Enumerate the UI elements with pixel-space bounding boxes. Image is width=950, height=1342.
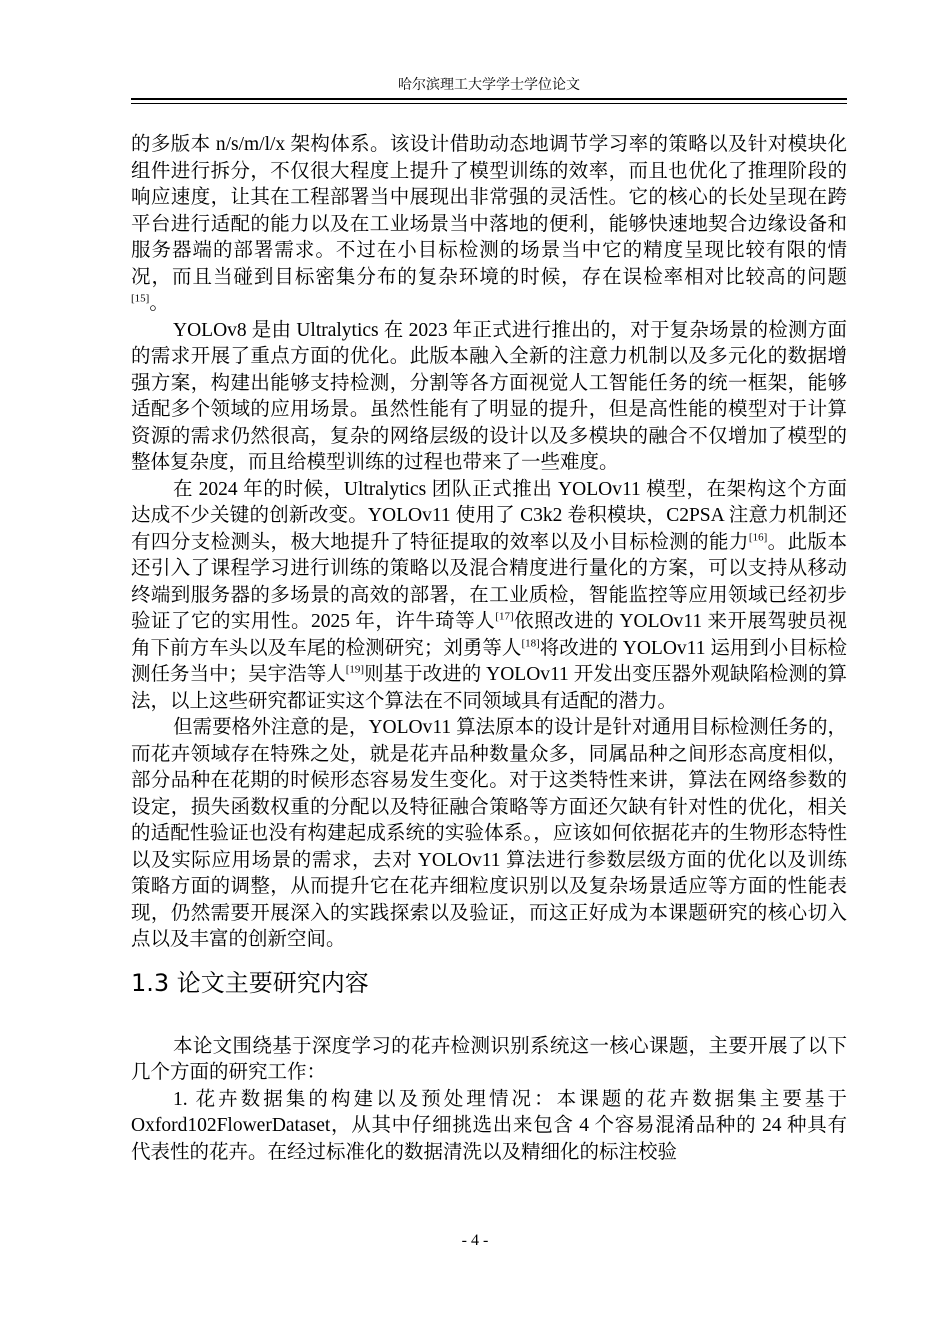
paragraph-text: 依照改进的 YOLOv11 来开展驾驶员视角下前方车头以及车尾的检测研究；刘勇等人 (131, 611, 847, 659)
paragraph-text-tail: 。 (149, 293, 169, 314)
paragraph-item-1: 1. 花卉数据集的构建以及预处理情况：本课题的花卉数据集主要基于 Oxford102FlowerDataset，从其中仔细挑选出来包含 4 个容易混淆品种的 24 种具有代表性的花卉。在经过标准化的数据清洗以及精细化的标注校验 (131, 1088, 847, 1163)
page-number: - 4 - (461, 1232, 489, 1249)
citation-ref: [17] (495, 610, 514, 623)
paragraph-text: 的多版本 n/s/m/l/x 架构体系。该设计借助动态地调节学习率的策略以及针对模块化组件进行拆分，不仅很大程度上提升了模型训练的效率，而且也优化了推理阶段的响应速度，让其在工程部署当中展现出非常强的灵活性。它的核心的长处呈现在跨平台进行适配的能力以及在工业场景当中落地的便利，能够快速地契合边缘设备和服务器端的部署需求。不过在小目标检测的场景当中它的精度呈现比较有限的情况，而且当碰到目标密集分布的复杂环境的时候，存在误检率相对比较高的问题 (131, 134, 847, 288)
paragraph-yolov8: YOLOv8 是由 Ultralytics 在 2023 年正式进行推出的，对于复杂场景的检测方面的需求开展了重点方面的优化。此版本融入全新的注意力机制以及多元化的数据增强方案，构建出能够支持检测，分割等各方面视觉人工智能任务的统一框架，能够适配多个领域的应用场景。虽然性能有了明显的提升，但是高性能的模型对于计算资源的需求仍然很高，复杂的网络层级的设计以及多模块的融合不仅增加了模型的整体复杂度，而且给模型训练的过程也带来了一些难度。 (131, 319, 847, 473)
paragraph-text: 在 2024 年的时候，Ultralytics 团队正式推出 YOLOv11 模型，在架构这个方面达成不少关键的创新改变。YOLOv11 使用了 C3k2 卷积模块，C2PSA 注意力机制还有四分支检测头，极大地提升了特征提取的效率以及小目标检测的能力 (131, 478, 847, 553)
header-rule-thick (131, 98, 847, 100)
citation-ref: [15] (131, 292, 150, 305)
citation-ref: [18] (521, 637, 540, 649)
page-body (131, 132, 847, 1166)
paragraph-intro: 本论文围绕基于深度学习的花卉检测识别系统这一核心课题，主要开展了以下几个方面的研究工作： (131, 1035, 847, 1083)
header-rule-thin (131, 103, 847, 104)
paragraph-continued (131, 132, 847, 318)
citation-ref: [19] (345, 663, 365, 676)
citation-ref: [16] (748, 531, 768, 543)
paragraph-text: 。此版本还引入了课程学习进行训练的策略以及混合精度进行量化的方案，可以支持从移动终端到服务器的多场景的高效的部署，在工业质检，智能监控等应用领域已经初步验证了它的实用性。2025 年，许牛琦等人 (131, 531, 847, 632)
running-header: 哈尔滨理工大学学士学位论文 (398, 78, 580, 93)
section-heading: 1.3 论文主要研究内容 (131, 968, 369, 997)
paragraph-limitations: 但需要格外注意的是，YOLOv11 算法原本的设计是针对通用目标检测任务的，而花卉领域存在特殊之处，就是花卉品种数量众多，同属品种之间形态高度相似，部分品种在花期的时候形态容易发生变化。对于这类特性来讲，算法在网络参数的设定，损失函数权重的分配以及特征融合策略等方面还欠缺有针对性的优化，相关的适配性验证也没有构建起成系统的实验体系。，应该如何依据花卉的生物形态特性以及实际应用场景的需求，去对 YOLOv11 算法进行参数层级方面的优化以及训练策略方面的调整，从而提升它在花卉细粒度识别以及复杂场景适应等方面的性能表现，仍然需要开展深入的实践探索以及验证，而这正好成为本课题研究的核心切入点以及丰富的创新空间。 (131, 717, 847, 950)
paragraph-yolov11 (131, 477, 847, 716)
paragraph-text: 则基于改进的 YOLOv11 开发出变压器外观缺陷检测的算法，以上这些研究都证实这个算法在不同领域具有适配的潜力。 (131, 664, 847, 712)
paragraph-text: 将改进的 YOLOv11 运用到小目标检测任务当中；吴宇浩等人 (131, 637, 847, 685)
